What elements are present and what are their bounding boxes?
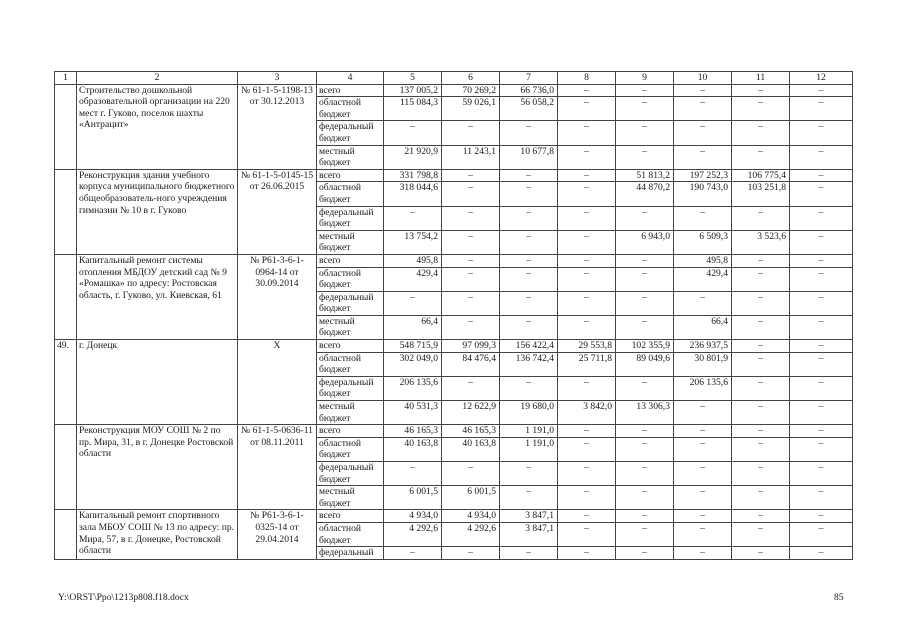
object-name-cell: г. Донецк (77, 340, 238, 425)
value-cell: – (500, 182, 558, 206)
value-cell: 331 798,8 (384, 169, 442, 182)
value-cell: – (558, 267, 616, 291)
value-cell: – (790, 206, 853, 230)
value-cell: – (558, 206, 616, 230)
value-cell: – (674, 121, 732, 145)
document-number-cell: № 61-1-5-0145-15 от 26.06.2015 (238, 169, 317, 254)
funding-type-cell: областной бюджет (317, 352, 384, 376)
value-cell: – (442, 376, 500, 400)
funding-type-cell: федеральный бюджет (317, 462, 384, 486)
value-cell: – (500, 206, 558, 230)
column-number: 1 (55, 72, 77, 85)
value-cell: – (442, 121, 500, 145)
value-cell: – (616, 121, 674, 145)
column-number: 10 (674, 72, 732, 85)
object-name-cell: Капитальный ремонт системы отопления МБДОУ детский сад № 9 «Ромашка» по адресу: Ростовская область, г. Гуково, ул. Киевская, 61 (77, 254, 238, 339)
funding-type-cell: всего (317, 425, 384, 438)
column-number: 5 (384, 72, 442, 85)
value-cell: – (558, 522, 616, 546)
row-number-cell: 49. (55, 340, 77, 425)
column-number: 3 (238, 72, 317, 85)
value-cell: – (442, 254, 500, 267)
value-cell: – (558, 437, 616, 461)
column-number: 6 (442, 72, 500, 85)
value-cell: – (790, 145, 853, 169)
value-cell: – (616, 547, 674, 560)
value-cell: – (558, 547, 616, 560)
value-cell: – (790, 97, 853, 121)
value-cell: 4 934,0 (384, 510, 442, 523)
value-cell: 66,4 (674, 315, 732, 339)
value-cell: 190 743,0 (674, 182, 732, 206)
value-cell: 51 813,2 (616, 169, 674, 182)
value-cell: – (674, 84, 732, 97)
value-cell: – (674, 97, 732, 121)
column-number: 8 (558, 72, 616, 85)
value-cell: – (558, 230, 616, 254)
document-number-cell: № Р61-3-6-1-0964-14 от 30.09.2014 (238, 254, 317, 339)
value-cell: – (500, 291, 558, 315)
object-name-cell: Капитальный ремонт спортивного зала МБОУ СОШ № 13 по адресу: пр. Мира, 57, в г. Донецке, Ростовской области (77, 510, 238, 559)
document-number-cell: Х (238, 340, 317, 425)
value-cell: 13 306,3 (616, 401, 674, 425)
value-cell: 59 026,1 (442, 97, 500, 121)
value-cell: – (790, 254, 853, 267)
value-cell: 236 937,5 (674, 340, 732, 353)
value-cell: – (732, 340, 790, 353)
value-cell: 115 084,3 (384, 97, 442, 121)
value-cell: – (732, 291, 790, 315)
value-cell: – (790, 182, 853, 206)
funding-type-cell: местный бюджет (317, 230, 384, 254)
value-cell: – (790, 267, 853, 291)
value-cell: – (674, 401, 732, 425)
value-cell: – (732, 510, 790, 523)
document-number-cell: № Р61-3-6-1-0325-14 от 29.04.2014 (238, 510, 317, 559)
value-cell: – (558, 425, 616, 438)
value-cell: – (558, 121, 616, 145)
value-cell: – (732, 254, 790, 267)
value-cell: – (558, 97, 616, 121)
value-cell: – (732, 84, 790, 97)
value-cell: 89 049,6 (616, 352, 674, 376)
value-cell: – (500, 376, 558, 400)
value-cell: – (500, 486, 558, 510)
value-cell: 70 269,2 (442, 84, 500, 97)
funding-type-cell: областной бюджет (317, 522, 384, 546)
value-cell: – (732, 121, 790, 145)
footer-page-number: 85 (834, 592, 844, 603)
column-number: 2 (77, 72, 238, 85)
value-cell: 19 680,0 (500, 401, 558, 425)
funding-type-cell: местный бюджет (317, 486, 384, 510)
value-cell: 206 135,6 (384, 376, 442, 400)
value-cell: 6 509,3 (674, 230, 732, 254)
column-number: 11 (732, 72, 790, 85)
value-cell: 548 715,9 (384, 340, 442, 353)
value-cell: 10 677,8 (500, 145, 558, 169)
value-cell: – (732, 425, 790, 438)
value-cell: – (790, 121, 853, 145)
value-cell: – (616, 486, 674, 510)
value-cell: 12 622,9 (442, 401, 500, 425)
value-cell: – (732, 401, 790, 425)
table-row (55, 425, 853, 438)
value-cell: – (442, 267, 500, 291)
value-cell: – (442, 230, 500, 254)
object-name-cell: Реконструкция МОУ СОШ № 2 по пр. Мира, 31, в г. Донецке Ростовской области (77, 425, 238, 510)
table-body (55, 72, 853, 560)
value-cell: 137 005,2 (384, 84, 442, 97)
value-cell: – (732, 145, 790, 169)
value-cell: – (384, 462, 442, 486)
value-cell: – (500, 254, 558, 267)
funding-type-cell: всего (317, 84, 384, 97)
value-cell: 6 943,0 (616, 230, 674, 254)
value-cell: – (732, 522, 790, 546)
value-cell: – (616, 254, 674, 267)
value-cell: 6 001,5 (384, 486, 442, 510)
row-number-cell (55, 84, 77, 169)
value-cell: – (616, 145, 674, 169)
value-cell: 4 292,6 (384, 522, 442, 546)
funding-type-cell: областной бюджет (317, 437, 384, 461)
value-cell: – (442, 315, 500, 339)
value-cell: – (790, 401, 853, 425)
value-cell: 302 049,0 (384, 352, 442, 376)
value-cell: 40 531,3 (384, 401, 442, 425)
value-cell: – (616, 522, 674, 546)
value-cell: – (616, 425, 674, 438)
value-cell: – (500, 267, 558, 291)
value-cell: – (790, 376, 853, 400)
funding-type-cell: всего (317, 510, 384, 523)
value-cell: – (558, 291, 616, 315)
value-cell: – (558, 462, 616, 486)
value-cell: – (790, 425, 853, 438)
value-cell: 429,4 (384, 267, 442, 291)
value-cell: 29 553,8 (558, 340, 616, 353)
value-cell: – (442, 547, 500, 560)
value-cell: – (790, 315, 853, 339)
value-cell: – (732, 97, 790, 121)
value-cell: 1 191,0 (500, 425, 558, 438)
table-row (55, 84, 853, 97)
value-cell: – (616, 315, 674, 339)
value-cell: 30 801,9 (674, 352, 732, 376)
value-cell: 1 191,0 (500, 437, 558, 461)
value-cell: – (384, 121, 442, 145)
value-cell: 46 165,3 (442, 425, 500, 438)
table-row (55, 254, 853, 267)
value-cell: – (790, 462, 853, 486)
value-cell: 40 163,8 (442, 437, 500, 461)
value-cell: – (674, 510, 732, 523)
row-number-cell (55, 254, 77, 339)
funding-type-cell: федеральный бюджет (317, 291, 384, 315)
value-cell: 56 058,2 (500, 97, 558, 121)
value-cell: 156 422,4 (500, 340, 558, 353)
value-cell: – (790, 547, 853, 560)
column-number: 4 (317, 72, 384, 85)
funding-type-cell: всего (317, 340, 384, 353)
value-cell: – (558, 376, 616, 400)
value-cell: – (790, 230, 853, 254)
value-cell: 206 135,6 (674, 376, 732, 400)
funding-type-cell: всего (317, 254, 384, 267)
funding-type-cell: местный бюджет (317, 315, 384, 339)
value-cell: – (790, 437, 853, 461)
value-cell: – (674, 291, 732, 315)
value-cell: – (616, 267, 674, 291)
value-cell: – (558, 510, 616, 523)
value-cell: – (674, 486, 732, 510)
funding-type-cell: местный бюджет (317, 145, 384, 169)
table-row (55, 169, 853, 182)
value-cell: – (674, 145, 732, 169)
object-name-cell: Строительство дошкольной образовательной организации на 220 мест г. Гуково, поселок шахты «Антрацит» (77, 84, 238, 169)
value-cell: – (558, 84, 616, 97)
value-cell: – (674, 425, 732, 438)
object-name-cell: Реконструкция здания учебного корпуса муниципального бюджетного общеобразователь-ного учреждения гимназии № 10 в г. Гуково (77, 169, 238, 254)
value-cell: – (732, 352, 790, 376)
value-cell: – (442, 291, 500, 315)
column-number: 12 (790, 72, 853, 85)
value-cell: – (500, 169, 558, 182)
funding-type-cell: местный бюджет (317, 401, 384, 425)
value-cell: 21 920,9 (384, 145, 442, 169)
value-cell: – (616, 462, 674, 486)
value-cell: – (616, 437, 674, 461)
value-cell: 318 044,6 (384, 182, 442, 206)
value-cell: – (790, 510, 853, 523)
value-cell: – (442, 182, 500, 206)
value-cell: 3 523,6 (732, 230, 790, 254)
value-cell: – (384, 291, 442, 315)
value-cell: – (500, 230, 558, 254)
row-number-cell (55, 425, 77, 510)
funding-type-cell: федеральный (317, 547, 384, 560)
value-cell: 3 842,0 (558, 401, 616, 425)
value-cell: – (500, 462, 558, 486)
value-cell: 40 163,8 (384, 437, 442, 461)
row-number-cell (55, 169, 77, 254)
column-number: 7 (500, 72, 558, 85)
value-cell: – (790, 291, 853, 315)
value-cell: – (616, 84, 674, 97)
value-cell: – (732, 267, 790, 291)
value-cell: – (674, 206, 732, 230)
value-cell: 46 165,3 (384, 425, 442, 438)
funding-type-cell: областной бюджет (317, 97, 384, 121)
funding-type-cell: областной бюджет (317, 267, 384, 291)
document-number-cell: № 61-1-5-1198-13 от 30.12.2013 (238, 84, 317, 169)
value-cell: – (732, 547, 790, 560)
value-cell: – (442, 206, 500, 230)
value-cell: 136 742,4 (500, 352, 558, 376)
funding-type-cell: федеральный бюджет (317, 376, 384, 400)
value-cell: 44 870,2 (616, 182, 674, 206)
value-cell: – (674, 437, 732, 461)
value-cell: – (558, 169, 616, 182)
value-cell: – (674, 522, 732, 546)
value-cell: – (558, 145, 616, 169)
header-row (55, 72, 853, 85)
value-cell: – (790, 340, 853, 353)
value-cell: – (616, 510, 674, 523)
table-row (55, 510, 853, 523)
document-number-cell: № 61-1-5-0636-11 от 08.11.2011 (238, 425, 317, 510)
value-cell: – (732, 376, 790, 400)
value-cell: – (500, 121, 558, 145)
value-cell: – (442, 169, 500, 182)
value-cell: 197 252,3 (674, 169, 732, 182)
value-cell: 84 476,4 (442, 352, 500, 376)
value-cell: – (732, 437, 790, 461)
value-cell: – (732, 486, 790, 510)
value-cell: – (558, 254, 616, 267)
value-cell: 429,4 (674, 267, 732, 291)
value-cell: – (732, 462, 790, 486)
value-cell: – (384, 206, 442, 230)
value-cell: – (558, 486, 616, 510)
value-cell: – (790, 522, 853, 546)
value-cell: – (500, 315, 558, 339)
table-row (55, 340, 853, 353)
value-cell: – (674, 462, 732, 486)
value-cell: 11 243,1 (442, 145, 500, 169)
budget-table (54, 71, 853, 560)
value-cell: – (616, 97, 674, 121)
footer-file-path: Y:\ORST\Ppo\1213p808.f18.docx (58, 592, 189, 603)
value-cell: – (442, 462, 500, 486)
value-cell: – (558, 315, 616, 339)
value-cell: 6 001,5 (442, 486, 500, 510)
value-cell: 4 934,0 (442, 510, 500, 523)
value-cell: – (732, 206, 790, 230)
value-cell: 25 711,8 (558, 352, 616, 376)
value-cell: – (384, 547, 442, 560)
value-cell: – (558, 182, 616, 206)
column-number: 9 (616, 72, 674, 85)
funding-type-cell: федеральный бюджет (317, 121, 384, 145)
value-cell: – (674, 547, 732, 560)
value-cell: 106 775,4 (732, 169, 790, 182)
value-cell: 97 099,3 (442, 340, 500, 353)
value-cell: 66 736,0 (500, 84, 558, 97)
value-cell: 13 754,2 (384, 230, 442, 254)
value-cell: – (616, 376, 674, 400)
value-cell: 103 251,8 (732, 182, 790, 206)
value-cell: 3 847,1 (500, 522, 558, 546)
value-cell: 102 355,9 (616, 340, 674, 353)
funding-type-cell: областной бюджет (317, 182, 384, 206)
value-cell: 495,8 (384, 254, 442, 267)
value-cell: – (500, 547, 558, 560)
funding-type-cell: всего (317, 169, 384, 182)
value-cell: – (790, 486, 853, 510)
value-cell: – (790, 84, 853, 97)
row-number-cell (55, 510, 77, 559)
value-cell: – (790, 169, 853, 182)
value-cell: – (616, 291, 674, 315)
value-cell: – (616, 206, 674, 230)
value-cell: 4 292,6 (442, 522, 500, 546)
value-cell: – (732, 315, 790, 339)
value-cell: 3 847,1 (500, 510, 558, 523)
funding-type-cell: федеральный бюджет (317, 206, 384, 230)
value-cell: 495,8 (674, 254, 732, 267)
value-cell: 66,4 (384, 315, 442, 339)
value-cell: – (790, 352, 853, 376)
